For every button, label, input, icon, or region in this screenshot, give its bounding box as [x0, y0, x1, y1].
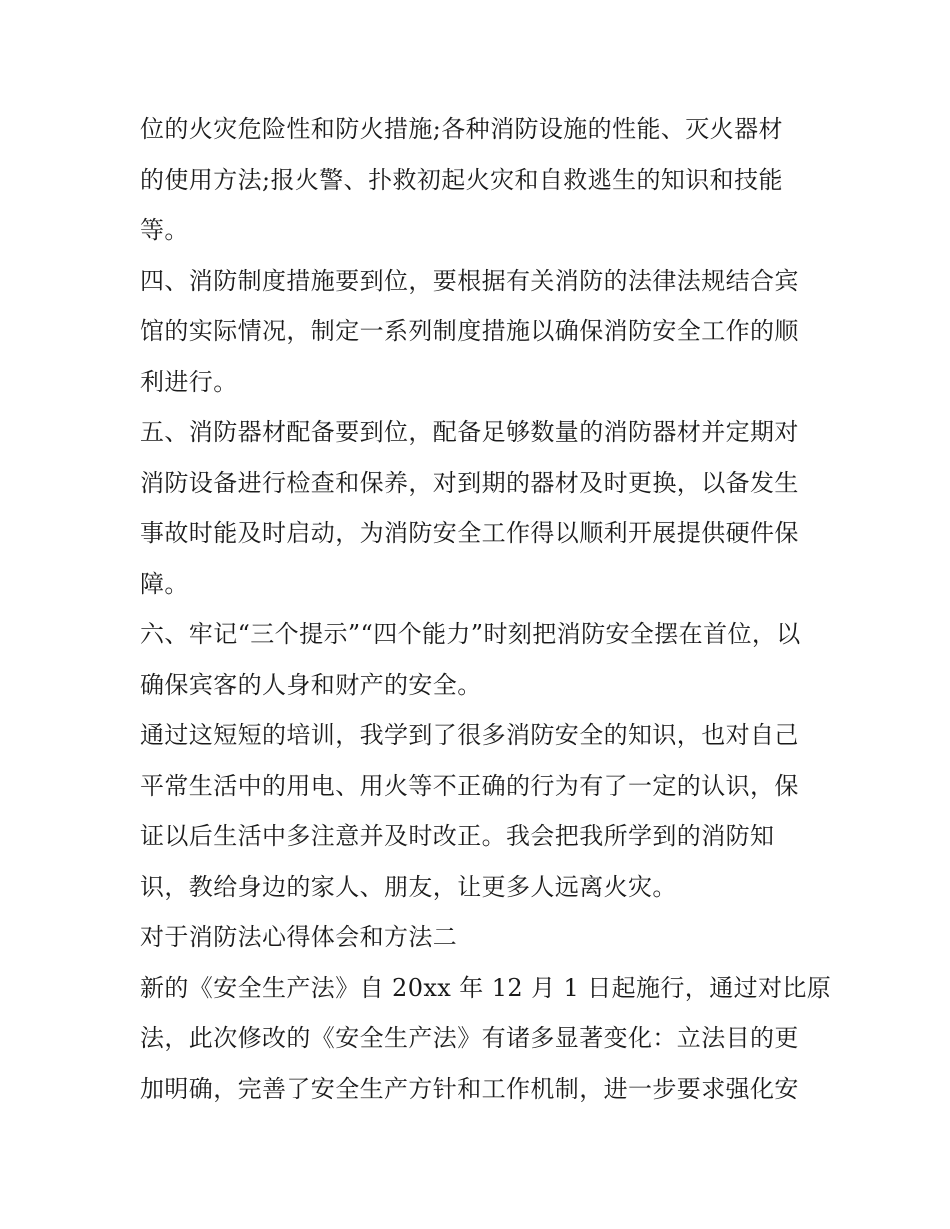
text-line: 五、消防器材配备要到位，配备足够数量的消防器材并定期对	[140, 418, 799, 446]
text-line: 障。	[140, 570, 189, 598]
text-line: 四、消防制度措施要到位，要根据有关消防的法律法规结合宾	[140, 267, 799, 295]
text-line: 馆的实际情况，制定一系列制度措施以确保消防安全工作的顺	[140, 317, 799, 345]
text-line: 通过这短短的培训，我学到了很多消防安全的知识，也对自己	[140, 721, 799, 749]
text-line: 的使用方法;报火警、扑救初起火灾和自救逃生的知识和技能	[140, 166, 783, 194]
text-line: 消防设备进行检查和保养，对到期的器材及时更换，以备发生	[140, 469, 799, 497]
text-line: 证以后生活中多注意并及时改正。我会把我所学到的消防知	[140, 822, 775, 850]
text-line: 确保宾客的人身和财产的安全。	[140, 671, 482, 699]
section-heading: 对于消防法心得体会和方法二	[140, 923, 458, 951]
text-line: 位的火灾危险性和防火措施;各种消防设施的性能、灭火器材	[140, 115, 783, 143]
text-line: 新的《安全生产法》自 20xx 年 12 月 1 日起施行，通过对比原	[140, 974, 832, 1002]
text-line: 识，教给身边的家人、朋友，让更多人远离火灾。	[140, 873, 677, 901]
text-line: 利进行。	[140, 368, 238, 396]
text-line: 加明确，完善了安全生产方针和工作机制，进一步要求强化安	[140, 1075, 799, 1103]
text-line: 六、牢记“三个提示”“四个能力”时刻把消防安全摆在首位，以	[140, 620, 801, 648]
text-line: 法，此次修改的《安全生产法》有诸多显著变化：立法目的更	[140, 1024, 799, 1052]
text-line: 事故时能及时启动，为消防安全工作得以顺利开展提供硬件保	[140, 519, 799, 547]
text-line: 等。	[140, 216, 189, 244]
text-line: 平常生活中的用电、用火等不正确的行为有了一定的认识，保	[140, 772, 799, 800]
